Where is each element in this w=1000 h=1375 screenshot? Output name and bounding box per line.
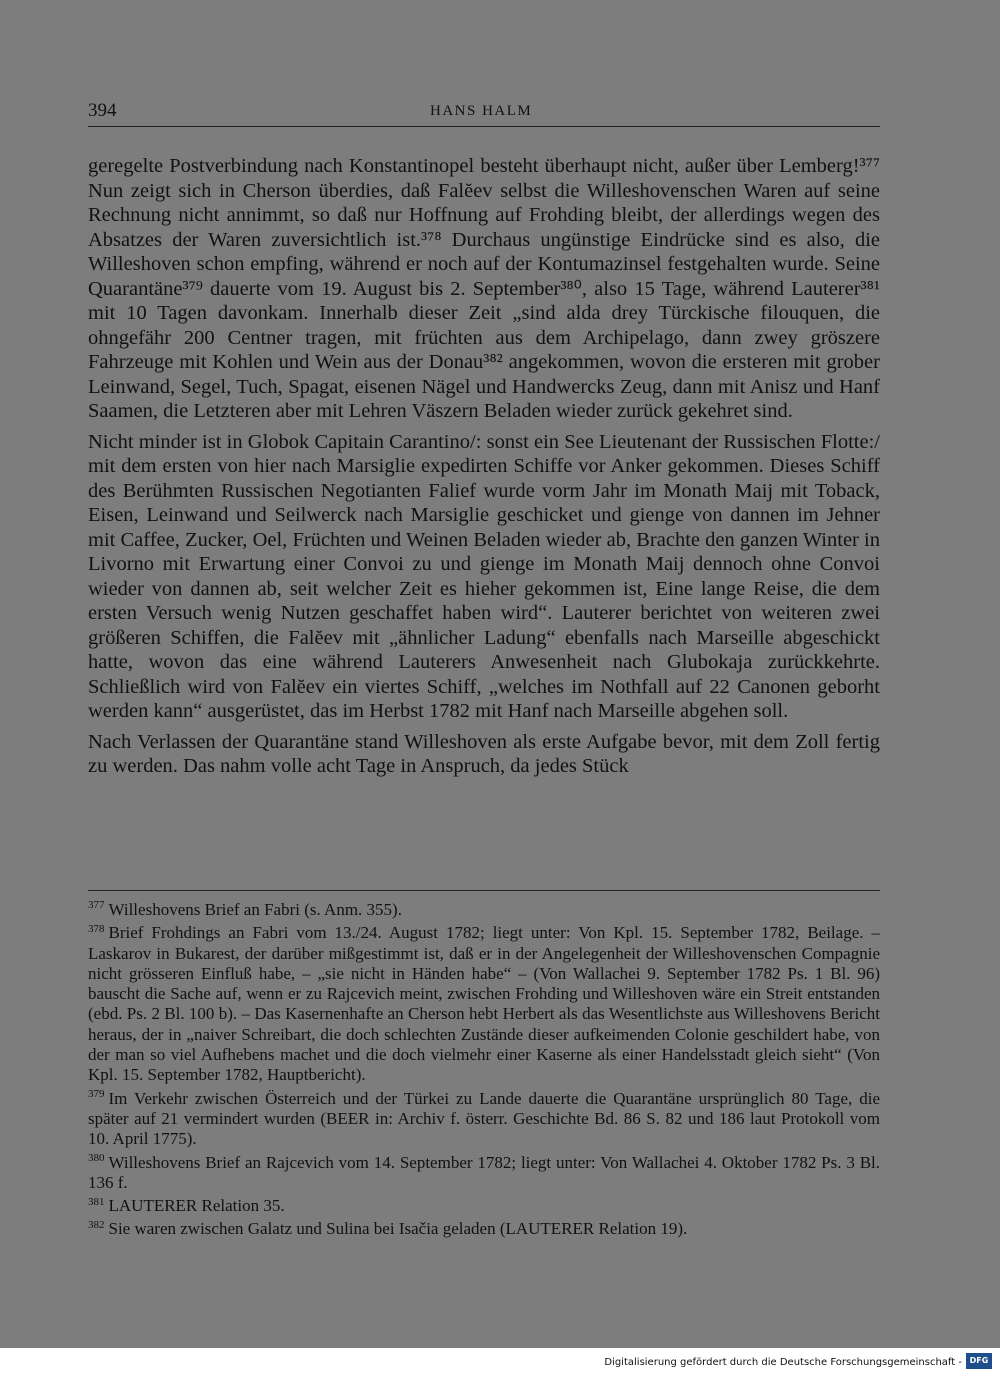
header-rule xyxy=(88,126,880,127)
body-paragraph-1: geregelte Postverbindung nach Konstantinopel besteht überhaupt nicht, außer über Lemberg!³⁷⁷ Nun zeigt sich in Cherson überdies, daß Falĕev selbst die Willeshovenschen Waren auf seine Rechnung nicht annimmt, so daß nur Hoffnung auf Frohding bleibt, der allerdings wegen des Absatzes der Waren zuversichtlich ist.³⁷⁸ Durchaus ungünstige Eindrücke sind es also, die Willeshoven schon empfing, während er noch auf der Kontumazinsel festgehalten wurde. Seine Quarantäne³⁷⁹ dauerte vom 19. August bis 2. September³⁸⁰, also 15 Tage, während Lauterer³⁸¹ mit 10 Tagen davonkam. Innerhalb dieser Zeit „sind alda drey Türckische filouquen, die ohngefähr 200 Centner tragen, mit früchten aus dem Archipelago, dann zwey gröszere Fahrzeuge mit Kohlen und Wein aus der Donau³⁸² angekommen, wovon die ersteren mit grober Leinwand, Segel, Tuch, Spagat, eisenen Nägel und Handwercks Zeug, dann mit Anisz und Hanf Saamen, die Letzteren aber mit Lehren Väszern Beladen wieder zurück gekehret sind. xyxy=(88,155,880,422)
footnote-text: Willeshovens Brief an Rajcevich vom 14. September 1782; liegt unter: Von Wallachei 4. Oktober 1782 Ps. 3 Bl. 136 f. xyxy=(88,1152,880,1192)
digitization-credit: Digitalisierung gefördert durch die Deutsche Forschungsgemeinschaft - xyxy=(604,1357,962,1368)
body-text xyxy=(88,154,880,785)
footnote-number: 382 xyxy=(88,1218,105,1231)
footnote-text: Willeshovens Brief an Fabri (s. Anm. 355). xyxy=(108,900,402,919)
footnote-379 xyxy=(88,1089,880,1150)
footnotes xyxy=(88,900,880,1243)
footer-bar xyxy=(0,1348,1000,1375)
body-paragraph-2: Nicht minder ist in Globok Capitain Carantino/: sonst ein See Lieutenant der Russischen Flotte:/ mit dem ersten von hier nach Marsiglie expedirten Schiffe vor Anker gekommen. Dieses Schiff des Berühmten Russischen Negotianten Falief wurde vorm Jahr im Monath Maij mit Toback, Eisen, Leinwand und Seilwerck nach Marsiglie geschicket und gienge von dannen im Jehner mit Caffee, Zucker, Oel, Früchten und Weinen Beladen wieder ab, Brachte den ganzen Winter in Livorno mit Erwartung einer Convoi zu und gienge im Monath Maij dennoch ohne Convoi wieder von dannen ab, seit welcher Zeit es hieher gekommen ist, Eine lange Reise, die dem ersten Versuch wenig Nutzen geschaffet haben wird“. Lauterer berichtet von weiteren zwei größeren Schiffen, die Falĕev mit „ähnlicher Ladung“ ebenfalls nach Marseille abgeschickt hatte, wovon das eine während Lauterers Anwesenheit nach Glubokaja zurückkehrte. Schließlich wird von Falĕev ein viertes Schiff, „welches im Nothfall auf 22 Canonen geborht werden kann“ ausgerüstet, das im Herbst 1782 mit Hanf nach Marseille abgehen soll. xyxy=(88,430,880,722)
footnote-number: 377 xyxy=(88,899,105,912)
footnote-382 xyxy=(88,1219,880,1239)
footnote-text: Brief Frohdings an Fabri vom 13./24. August 1782; liegt unter: Von Kpl. 15. September 1782, Beilage. – Laskarov in Bukarest, der darüber mißgestimmt ist, daß er in der Angelegenheit der Willeshovenschen Compagnie nicht grösseren Einfluß habe, – „sie nicht in Händen habe“ – (Von Wallachei 9. September 1782 Ps. 1 Bl. 96) bauscht die Sache auf, wenn er zu Rajcevich meint, zwischen Frohding und Willeshoven wäre ein Streit entstanden (ebd. Ps. 2 Bl. 100 b). – Das Kasernenhafte an Cherson hebt Herbert als das Wesentlichste aus Willeshovens Bericht heraus, der in „naiver Schreibart, die doch schlechten Zustände dieser aufkeimenden Colonie geschildert habe, von der man so viel Aufhebens machet und die doch vielmehr einer Kaserne als einer Handelsstadt gleich sieht“ (Von Kpl. 15. September 1782, Hauptbericht). xyxy=(88,923,880,1085)
footnote-378 xyxy=(88,923,880,1085)
footnote-381 xyxy=(88,1196,880,1216)
footnote-number: 380 xyxy=(88,1151,105,1164)
footnote-number: 381 xyxy=(88,1195,105,1208)
footnote-text: Im Verkehr zwischen Österreich und der Türkei zu Lande dauerte die Quarantäne ursprünglich 80 Tage, die später auf 21 vermindert wurden (BEER in: Archiv f. österr. Geschichte Bd. 86 S. 82 und 186 laut Protokoll vom 10. April 1775). xyxy=(88,1088,880,1149)
dfg-logo: DFG xyxy=(966,1353,992,1369)
body-paragraph-3: Nach Verlassen der Quarantäne stand Willeshoven als erste Aufgabe bevor, mit dem Zoll fertig zu werden. Das nahm volle acht Tage in Anspruch, da jedes Stück xyxy=(88,730,880,777)
footnote-number: 379 xyxy=(88,1088,105,1101)
footnote-number: 378 xyxy=(88,922,105,935)
page-number: 394 xyxy=(88,100,117,121)
footnote-text: Sie waren zwischen Galatz und Sulina bei Isačia geladen (LAUTERER Relation 19). xyxy=(108,1219,688,1239)
footnote-380 xyxy=(88,1153,880,1194)
running-head xyxy=(88,100,880,124)
running-title: HANS HALM xyxy=(430,103,533,119)
footnote-377 xyxy=(88,900,880,920)
footnote-text: LAUTERER Relation 35. xyxy=(108,1196,285,1216)
footnote-rule xyxy=(88,890,880,891)
